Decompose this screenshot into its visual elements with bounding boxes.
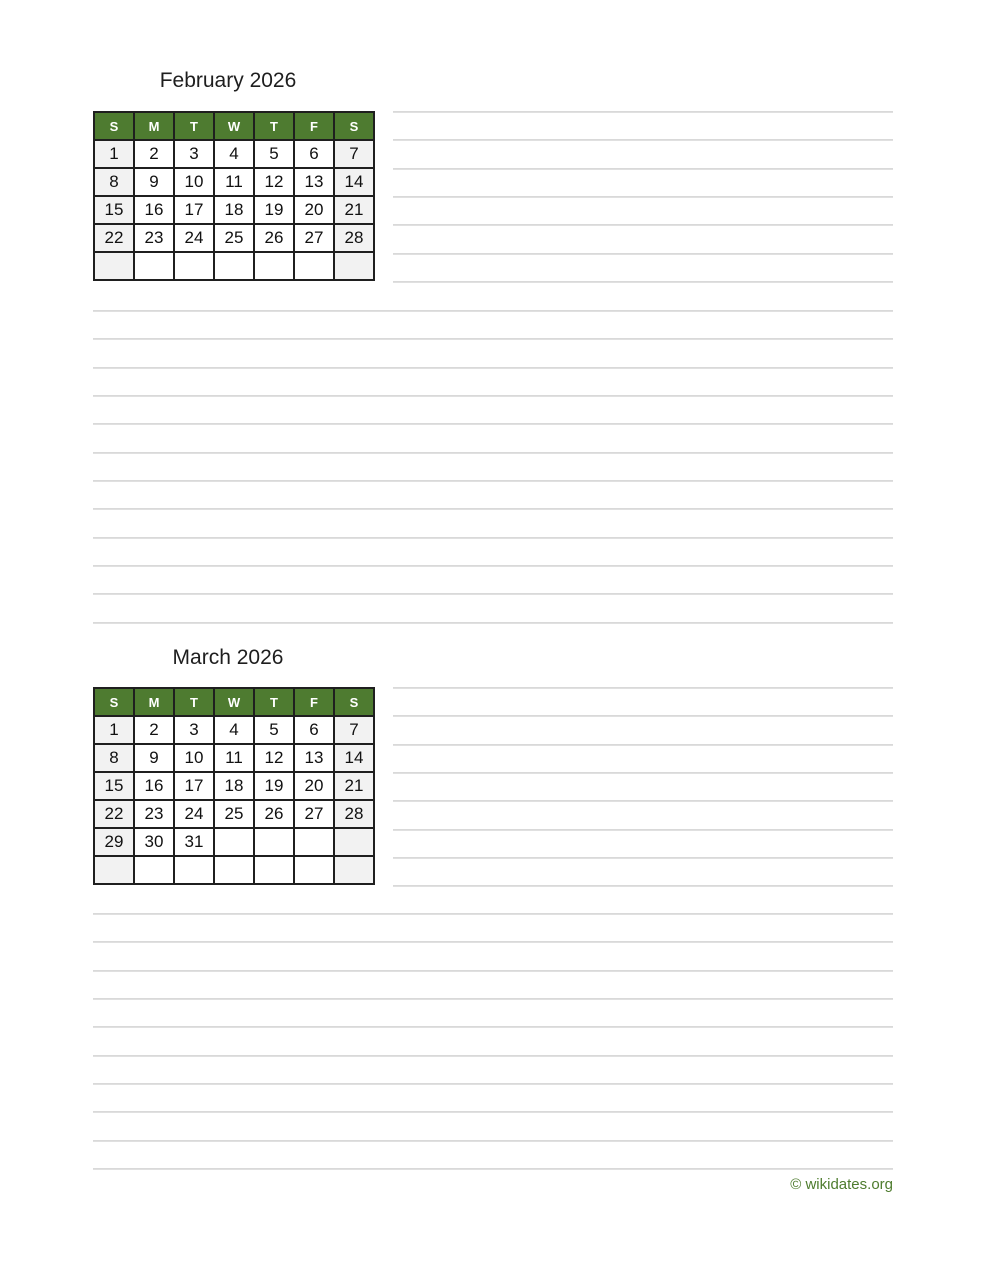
footer-credit: © wikidates.org (790, 1176, 893, 1193)
note-line (93, 310, 893, 312)
day-cell-2: 2 (134, 140, 174, 168)
day-cell-17: 17 (174, 772, 214, 800)
day-cell-empty (254, 252, 294, 280)
note-line (393, 253, 893, 255)
day-cell-3: 3 (174, 140, 214, 168)
day-header-cell: S (334, 112, 374, 140)
note-line (393, 196, 893, 198)
day-cell-27: 27 (294, 800, 334, 828)
day-cell-21: 21 (334, 772, 374, 800)
day-cell-10: 10 (174, 744, 214, 772)
note-line (93, 941, 893, 943)
note-line (93, 913, 893, 915)
day-cell-empty (134, 856, 174, 884)
day-cell-27: 27 (294, 224, 334, 252)
note-line (393, 800, 893, 802)
day-header-cell: T (254, 112, 294, 140)
day-cell-26: 26 (254, 800, 294, 828)
day-cell-15: 15 (94, 772, 134, 800)
note-line (393, 168, 893, 170)
day-header-cell: S (334, 688, 374, 716)
note-line (93, 1168, 893, 1170)
week-row (94, 716, 374, 744)
day-cell-21: 21 (334, 196, 374, 224)
day-cell-19: 19 (254, 196, 294, 224)
day-cell-26: 26 (254, 224, 294, 252)
day-cell-29: 29 (94, 828, 134, 856)
week-row (94, 800, 374, 828)
day-cell-13: 13 (294, 168, 334, 196)
note-line (93, 537, 893, 539)
day-cell-empty (294, 856, 334, 884)
day-cell-12: 12 (254, 168, 294, 196)
day-cell-11: 11 (214, 744, 254, 772)
note-line (393, 139, 893, 141)
day-cell-10: 10 (174, 168, 214, 196)
day-cell-7: 7 (334, 716, 374, 744)
day-header-cell: S (94, 688, 134, 716)
day-cell-8: 8 (94, 168, 134, 196)
month-section-february (93, 68, 893, 645)
day-cell-empty (174, 252, 214, 280)
week-row (94, 252, 374, 280)
note-line (93, 565, 893, 567)
day-cell-28: 28 (334, 224, 374, 252)
day-cell-1: 1 (94, 716, 134, 744)
day-cell-23: 23 (134, 800, 174, 828)
note-line (393, 687, 893, 689)
day-header-cell: T (174, 688, 214, 716)
month-title-march: March 2026 (172, 646, 284, 669)
day-cell-20: 20 (294, 196, 334, 224)
day-cell-23: 23 (134, 224, 174, 252)
note-line (393, 281, 893, 283)
day-cell-empty (334, 828, 374, 856)
calendar-table-february (93, 111, 375, 281)
day-cell-25: 25 (214, 224, 254, 252)
day-cell-19: 19 (254, 772, 294, 800)
day-header-cell: W (214, 112, 254, 140)
note-line (93, 508, 893, 510)
day-header-row (94, 112, 374, 140)
note-line (93, 452, 893, 454)
day-cell-empty (334, 856, 374, 884)
day-cell-6: 6 (294, 140, 334, 168)
day-header-row (94, 688, 374, 716)
note-line (93, 998, 893, 1000)
day-cell-20: 20 (294, 772, 334, 800)
day-header-cell: T (174, 112, 214, 140)
note-line (393, 772, 893, 774)
day-header-cell: F (294, 688, 334, 716)
day-cell-1: 1 (94, 140, 134, 168)
note-line (393, 857, 893, 859)
day-cell-24: 24 (174, 800, 214, 828)
note-line (393, 744, 893, 746)
day-cell-empty (294, 828, 334, 856)
day-cell-7: 7 (334, 140, 374, 168)
week-row (94, 772, 374, 800)
day-cell-empty (134, 252, 174, 280)
day-cell-empty (254, 856, 294, 884)
day-cell-22: 22 (94, 800, 134, 828)
note-line (393, 715, 893, 717)
week-row (94, 856, 374, 884)
day-header-cell: S (94, 112, 134, 140)
day-cell-13: 13 (294, 744, 334, 772)
week-row (94, 196, 374, 224)
note-line (393, 885, 893, 887)
day-cell-empty (254, 828, 294, 856)
day-cell-empty (174, 856, 214, 884)
day-cell-4: 4 (214, 140, 254, 168)
note-line (93, 1111, 893, 1113)
day-cell-22: 22 (94, 224, 134, 252)
day-cell-18: 18 (214, 772, 254, 800)
day-header-cell: M (134, 112, 174, 140)
day-cell-empty (94, 252, 134, 280)
note-line (93, 338, 893, 340)
day-cell-16: 16 (134, 772, 174, 800)
week-row (94, 744, 374, 772)
day-cell-16: 16 (134, 196, 174, 224)
day-cell-24: 24 (174, 224, 214, 252)
day-cell-5: 5 (254, 140, 294, 168)
day-cell-3: 3 (174, 716, 214, 744)
day-cell-empty (294, 252, 334, 280)
day-cell-6: 6 (294, 716, 334, 744)
day-cell-2: 2 (134, 716, 174, 744)
day-cell-9: 9 (134, 168, 174, 196)
note-line (393, 111, 893, 113)
day-cell-17: 17 (174, 196, 214, 224)
note-line (93, 1026, 893, 1028)
note-line (93, 593, 893, 595)
calendar-table-march (93, 687, 375, 885)
day-cell-30: 30 (134, 828, 174, 856)
note-line (93, 480, 893, 482)
side-note-lines-february (393, 111, 893, 282)
day-cell-15: 15 (94, 196, 134, 224)
note-line (93, 1083, 893, 1085)
note-line (93, 1055, 893, 1057)
day-header-cell: M (134, 688, 174, 716)
month-section-march (93, 645, 893, 1205)
week-row (94, 224, 374, 252)
day-cell-empty (94, 856, 134, 884)
day-cell-empty (334, 252, 374, 280)
day-cell-4: 4 (214, 716, 254, 744)
day-cell-31: 31 (174, 828, 214, 856)
day-cell-empty (214, 828, 254, 856)
day-header-cell: F (294, 112, 334, 140)
day-cell-28: 28 (334, 800, 374, 828)
note-line (93, 970, 893, 972)
month-title-february: February 2026 (159, 69, 297, 92)
day-cell-8: 8 (94, 744, 134, 772)
note-line (93, 622, 893, 624)
day-cell-25: 25 (214, 800, 254, 828)
day-cell-9: 9 (134, 744, 174, 772)
day-cell-11: 11 (214, 168, 254, 196)
day-cell-14: 14 (334, 168, 374, 196)
day-cell-14: 14 (334, 744, 374, 772)
note-line (393, 224, 893, 226)
week-row (94, 828, 374, 856)
calendar-area-february (93, 111, 893, 282)
day-cell-12: 12 (254, 744, 294, 772)
side-note-lines-march (393, 687, 893, 886)
full-note-lines-march (93, 913, 893, 1175)
note-line (93, 395, 893, 397)
week-row (94, 168, 374, 196)
note-line (93, 367, 893, 369)
calendar-area-march (93, 687, 893, 886)
week-row (94, 140, 374, 168)
day-cell-18: 18 (214, 196, 254, 224)
day-cell-empty (214, 856, 254, 884)
note-line (393, 829, 893, 831)
full-note-lines-february (93, 310, 893, 630)
day-cell-5: 5 (254, 716, 294, 744)
note-line (93, 423, 893, 425)
day-header-cell: T (254, 688, 294, 716)
day-cell-empty (214, 252, 254, 280)
day-header-cell: W (214, 688, 254, 716)
note-line (93, 1140, 893, 1142)
